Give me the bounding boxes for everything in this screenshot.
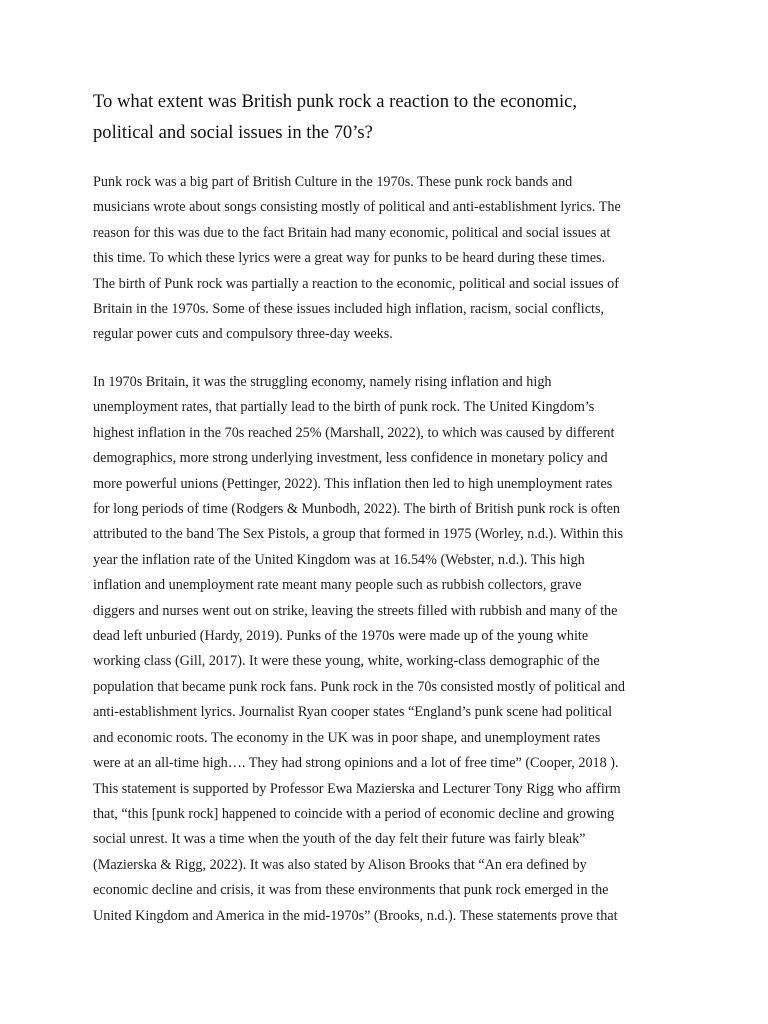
text-line: social unrest. It was a time when the youth of the day felt their future was fairly bleak” — [93, 831, 586, 848]
text-line: and economic roots. The economy in the UK was in poor shape, and unemployment rates — [93, 729, 601, 746]
text-line: This statement is supported by Professor Ewa Mazierska and Lecturer Tony Rigg who affirm — [93, 780, 621, 797]
text-line: dead left unburied (Hardy, 2019). Punks of the 1970s were made up of the young white — [93, 628, 589, 645]
text-line: were at an all-time high…. They had strong opinions and a lot of free time” (Cooper, 2018 ). — [93, 755, 619, 772]
title-line: political and social issues in the 70’s? — [93, 122, 373, 143]
text-line: highest inflation in the 70s reached 25% (Marshall, 2022), to which was caused by different — [93, 424, 615, 441]
text-line: working class (Gill, 2017). It were these young, white, working-class demographic of the — [93, 653, 600, 670]
text-line: population that became punk rock fans. Punk rock in the 70s consisted mostly of political and — [93, 678, 625, 695]
text-line: more powerful unions (Pettinger, 2022). This inflation then led to high unemployment rates — [93, 475, 613, 492]
title-line: To what extent was British punk rock a reaction to the economic, — [93, 91, 578, 112]
text-line: anti-establishment lyrics. Journalist Ryan cooper states “England’s punk scene had political — [93, 704, 613, 721]
text-line: (Mazierska & Rigg, 2022). It was also stated by Alison Brooks that “An era defined by — [93, 856, 587, 873]
text-line: that, “this [punk rock] happened to coincide with a period of economic decline and growing — [93, 805, 615, 822]
text-line: attributed to the band The Sex Pistols, a group that formed in 1975 (Worley, n.d.). Within this — [93, 526, 623, 543]
text-line: regular power cuts and compulsory three-day weeks. — [93, 326, 393, 343]
text-line: for long periods of time (Rodgers & Munbodh, 2022). The birth of British punk rock is often — [93, 501, 620, 518]
text-line: inflation and unemployment rate meant many people such as rubbish collectors, grave — [93, 577, 582, 594]
text-line: musicians wrote about songs consisting mostly of political and anti-establishment lyrics. The — [93, 199, 621, 216]
document-title — [93, 86, 693, 148]
text-line: Britain in the 1970s. Some of these issues included high inflation, racism, social conflicts, — [93, 301, 605, 318]
text-line: United Kingdom and America in the mid-1970s” (Brooks, n.d.). These statements prove that — [93, 907, 618, 924]
paragraph-economy — [93, 370, 677, 929]
text-line: reason for this was due to the fact Britain had many economic, political and social issues at — [93, 224, 611, 241]
text-line: Punk rock was a big part of British Culture in the 1970s. These punk rock bands and — [93, 174, 573, 190]
text-line: economic decline and crisis, it was from these environments that punk rock emerged in the — [93, 882, 609, 899]
paragraph-intro — [93, 170, 677, 348]
text-line: In 1970s Britain, it was the struggling economy, namely rising inflation and high — [93, 374, 552, 390]
text-line: this time. To which these lyrics were a great way for punks to be heard during these times. — [93, 250, 606, 267]
text-line: diggers and nurses went out on strike, leaving the streets filled with rubbish and many of the — [93, 602, 618, 619]
text-line: demographics, more strong underlying investment, less confidence in monetary policy and — [93, 450, 608, 467]
text-line: year the inflation rate of the United Kingdom was at 16.54% (Webster, n.d.). This high — [93, 551, 585, 568]
text-line: unemployment rates, that partially lead to the birth of punk rock. The United Kingdom’s — [93, 399, 595, 416]
text-line: The birth of Punk rock was partially a reaction to the economic, political and social issues of — [93, 275, 619, 292]
